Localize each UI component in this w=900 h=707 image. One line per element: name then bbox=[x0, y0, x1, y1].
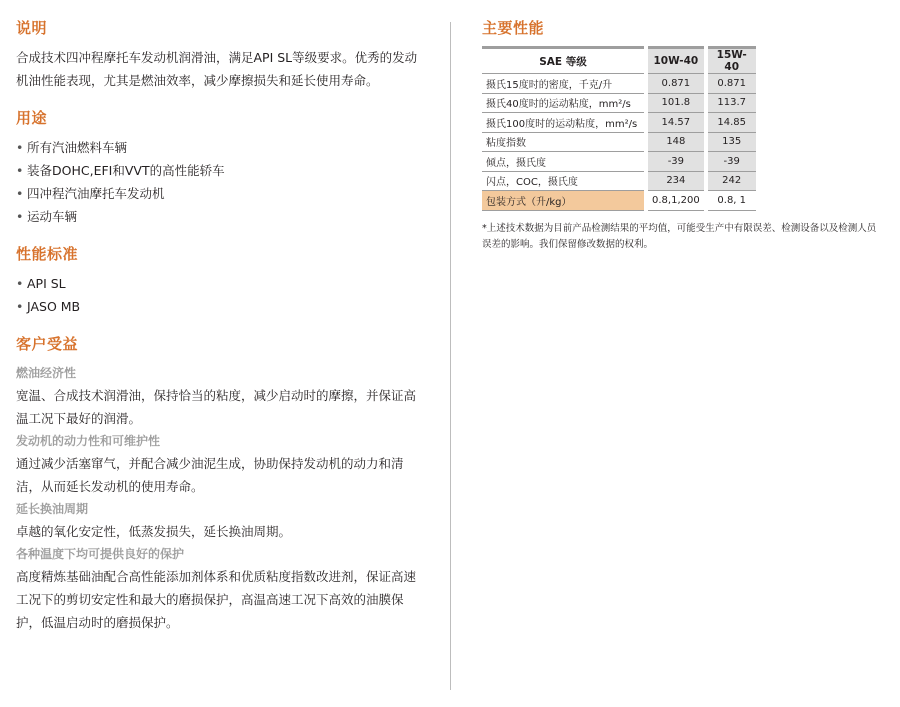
benefit-text: 通过减少活塞窜气，并配合减少油泥生成，协助保持发动机的动力和清洁，从而延长发动机的使用寿命。 bbox=[16, 456, 404, 494]
section-title-standards: 性能标准 bbox=[16, 245, 79, 263]
list-item: • 运动车辆 bbox=[16, 205, 426, 228]
column-divider bbox=[450, 22, 451, 690]
cell-value: 0.8,1,200 bbox=[648, 191, 704, 211]
bullet-icon: • bbox=[16, 276, 24, 291]
grade-15w40-header: 15W-40 bbox=[708, 48, 756, 74]
section-title-usage: 用途 bbox=[16, 109, 48, 127]
packaging-label: 包装方式（升/kg） bbox=[482, 191, 644, 211]
table-row bbox=[482, 171, 756, 191]
cell-value: 14.85 bbox=[708, 113, 756, 133]
row-label: 倾点，摄氏度 bbox=[482, 152, 644, 172]
cell-value: 242 bbox=[708, 171, 756, 191]
usage-section bbox=[16, 108, 426, 228]
bullet-icon: • bbox=[16, 163, 24, 178]
benefit-subtitle: 发动机的动力性和可维护性 bbox=[16, 434, 161, 448]
list-item: • API SL bbox=[16, 272, 426, 295]
bullet-icon: • bbox=[16, 209, 24, 224]
benefit-text: 高度精炼基础油配合高性能添加剂体系和优质粘度指数改进剂，保证高速工况下的剪切安定性和最大的磨损保护，高温高速工况下高效的油膜保护，低温启动时的磨损保护。 bbox=[16, 569, 417, 630]
cell-value: 135 bbox=[708, 132, 756, 152]
benefit-subtitle: 各种温度下均可提供良好的保护 bbox=[16, 547, 185, 561]
description-text: 合成技术四冲程摩托车发动机润滑油，满足API SL等级要求。优秀的发动机油性能表现，尤其是燃油效率，减少摩擦损失和延长使用寿命。 bbox=[16, 50, 418, 88]
row-label: 粘度指数 bbox=[482, 132, 644, 152]
description-section bbox=[16, 18, 426, 92]
table-row bbox=[482, 93, 756, 113]
benefit-text: 宽温、合成技术润滑油，保持恰当的粘度，减少启动时的摩擦，并保证高温工况下最好的润滑。 bbox=[16, 388, 417, 426]
cell-value: 0.871 bbox=[708, 74, 756, 94]
standards-list bbox=[16, 272, 426, 318]
grade-10w40-header: 10W-40 bbox=[648, 48, 704, 74]
row-label: 摄氏100度时的运动粘度，mm²/s bbox=[482, 113, 644, 133]
list-item: • 所有汽油燃料车辆 bbox=[16, 136, 426, 159]
cell-value: -39 bbox=[648, 152, 704, 172]
list-item: • JASO MB bbox=[16, 295, 426, 318]
list-item: • 装备DOHC,EFI和VVT的高性能轿车 bbox=[16, 159, 426, 182]
list-item: • 四冲程汽油摩托车发动机 bbox=[16, 182, 426, 205]
row-label: 闪点，COC，摄氏度 bbox=[482, 171, 644, 191]
cell-value: 101.8 bbox=[648, 93, 704, 113]
right-column bbox=[482, 18, 892, 253]
cell-value: 0.871 bbox=[648, 74, 704, 94]
cell-value: 0.8, 1 bbox=[708, 191, 756, 211]
table-row bbox=[482, 113, 756, 133]
bullet-icon: • bbox=[16, 140, 24, 155]
cell-value: 113.7 bbox=[708, 93, 756, 113]
bullet-icon: • bbox=[16, 299, 24, 314]
performance-table bbox=[482, 46, 756, 211]
table-row bbox=[482, 152, 756, 172]
left-column bbox=[16, 18, 426, 634]
row-label: 摄氏15度时的密度，千克/升 bbox=[482, 74, 644, 94]
benefit-subtitle: 延长换油周期 bbox=[16, 502, 89, 516]
table-header-row bbox=[482, 48, 756, 74]
cell-value: 234 bbox=[648, 171, 704, 191]
standards-section bbox=[16, 244, 426, 318]
section-title-benefits: 客户受益 bbox=[16, 335, 79, 353]
sae-grade-header: SAE 等级 bbox=[482, 48, 644, 74]
row-label: 摄氏40度时的运动粘度，mm²/s bbox=[482, 93, 644, 113]
packaging-row bbox=[482, 191, 756, 211]
section-title-performance: 主要性能 bbox=[482, 19, 545, 37]
table-row bbox=[482, 74, 756, 94]
benefit-subtitle: 燃油经济性 bbox=[16, 366, 77, 380]
cell-value: -39 bbox=[708, 152, 756, 172]
footnote: *上述技术数据为目前产品检测结果的平均值，可能受生产中有限误差、检测设备以及检测人员误差的影响。我们保留修改数据的权利。 bbox=[482, 222, 877, 250]
benefits-section bbox=[16, 334, 426, 634]
benefit-text: 卓越的氧化安定性，低蒸发损失，延长换油周期。 bbox=[16, 524, 292, 539]
section-title-description: 说明 bbox=[16, 19, 48, 37]
table-row bbox=[482, 132, 756, 152]
cell-value: 14.57 bbox=[648, 113, 704, 133]
usage-list bbox=[16, 136, 426, 228]
cell-value: 148 bbox=[648, 132, 704, 152]
bullet-icon: • bbox=[16, 186, 24, 201]
